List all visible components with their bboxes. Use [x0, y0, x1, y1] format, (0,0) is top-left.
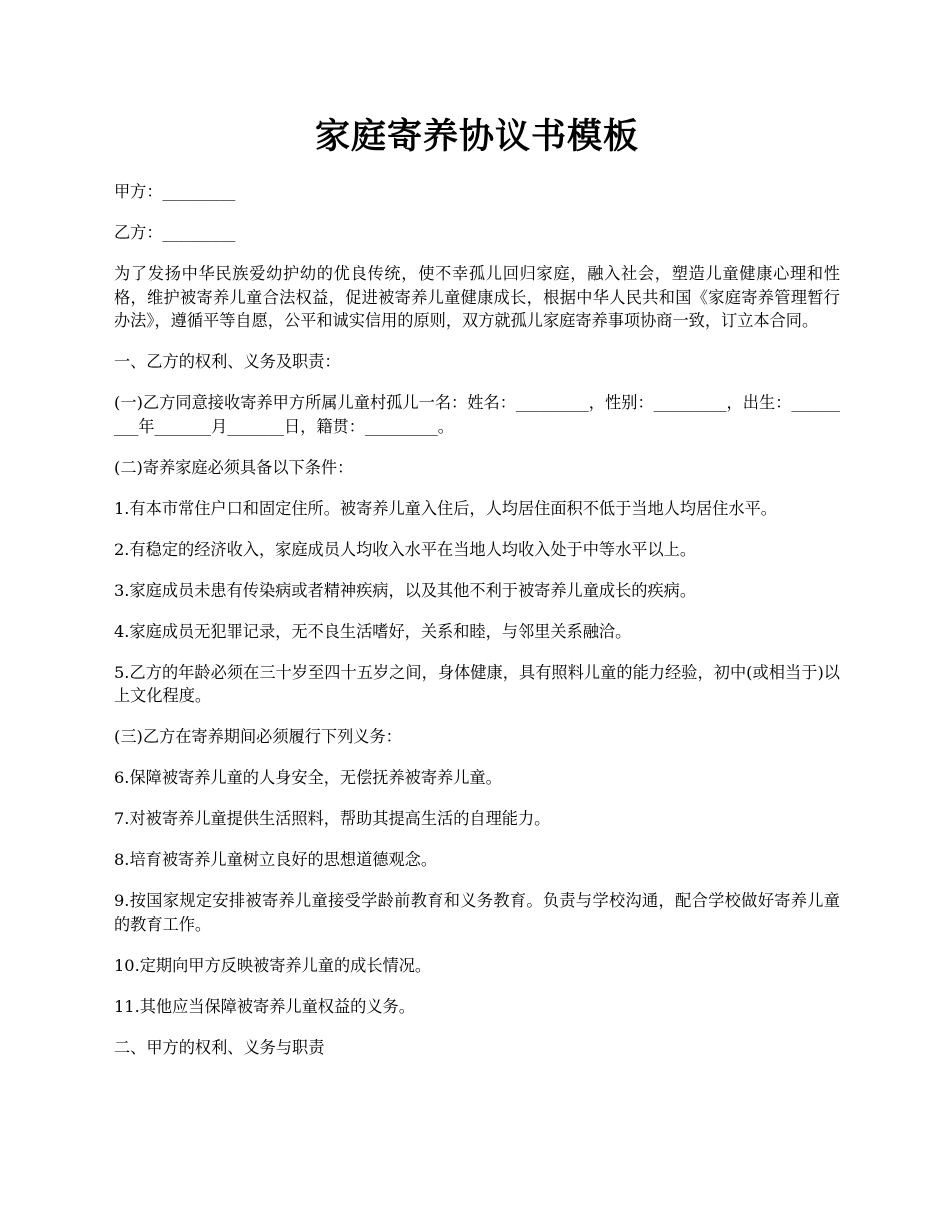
- condition-item-2: 2.有稳定的经济收入，家庭成员人均收入水平在当地人均收入处于中等水平以上。: [114, 539, 697, 559]
- obligation-item-11: 11.其他应当保障被寄养儿童权益的义务。: [114, 996, 415, 1016]
- party-a-line: 甲方：_________: [114, 182, 236, 201]
- obligation-item-10: 10.定期向甲方反映被寄养儿童的成长情况。: [114, 955, 432, 975]
- condition-item-4: 4.家庭成员无犯罪记录，无不良生活嗜好，关系和睦，与邻里关系融洽。: [114, 621, 632, 641]
- condition-item-5: 5.乙方的年龄必须在三十岁至四十五岁之间，身体健康，具有照料儿童的能力经验，初中(或相当于)以上文化程度。: [114, 662, 840, 705]
- clause-family-conditions: (二)寄养家庭必须具备以下条件：: [114, 457, 354, 477]
- section-heading-party-a: 二、甲方的权利、义务与职责: [114, 1037, 325, 1057]
- document-page: [114, 110, 840, 1077]
- document-title: 家庭寄养协议书模板: [314, 116, 639, 157]
- obligation-item-8: 8.培育被寄养儿童树立良好的思想道德观念。: [114, 850, 438, 869]
- obligation-item-6: 6.保障被寄养儿童的人身安全，无偿抚养被寄养儿童。: [114, 768, 502, 787]
- preamble-paragraph: 为了发扬中华民族爱幼护幼的优良传统，使不幸孤儿回归家庭，融入社会，塑造儿童健康心理和性格，维护被寄养儿童合法权益，促进被寄养儿童健康成长，根据中华人民共和国《家庭寄养管理暂行办法》，遵循平等自愿，公平和诚实信用的原则，双方就孤儿家庭寄养事项协商一致，订立本合同。: [114, 264, 840, 330]
- clause-obligations: (三)乙方在寄养期间必须履行下列义务：: [114, 727, 402, 746]
- condition-item-3: 3.家庭成员未患有传染病或者精神疾病，以及其他不利于被寄养儿童成长的疾病。: [114, 580, 697, 600]
- party-b-line: 乙方：_________: [114, 223, 236, 242]
- obligation-item-7: 7.对被寄养儿童提供生活照料，帮助其提高生活的自理能力。: [114, 809, 551, 828]
- condition-item-1: 1.有本市常住户口和固定住所。被寄养儿童入住后，人均居住面积不低于当地人均居住水平。: [114, 498, 777, 518]
- clause-child-info: (一)乙方同意接收寄养甲方所属儿童村孤儿一名：姓名：_________，性别：_________，出生：_________年_______月_______日，籍贯：_________。: [114, 393, 840, 436]
- section-heading-party-b: 一、乙方的权利、义务及职责：: [114, 352, 341, 371]
- obligation-item-9: 9.按国家规定安排被寄养儿童接受学龄前教育和义务教育。负责与学校沟通，配合学校做好寄养儿童的教育工作。: [114, 891, 840, 934]
